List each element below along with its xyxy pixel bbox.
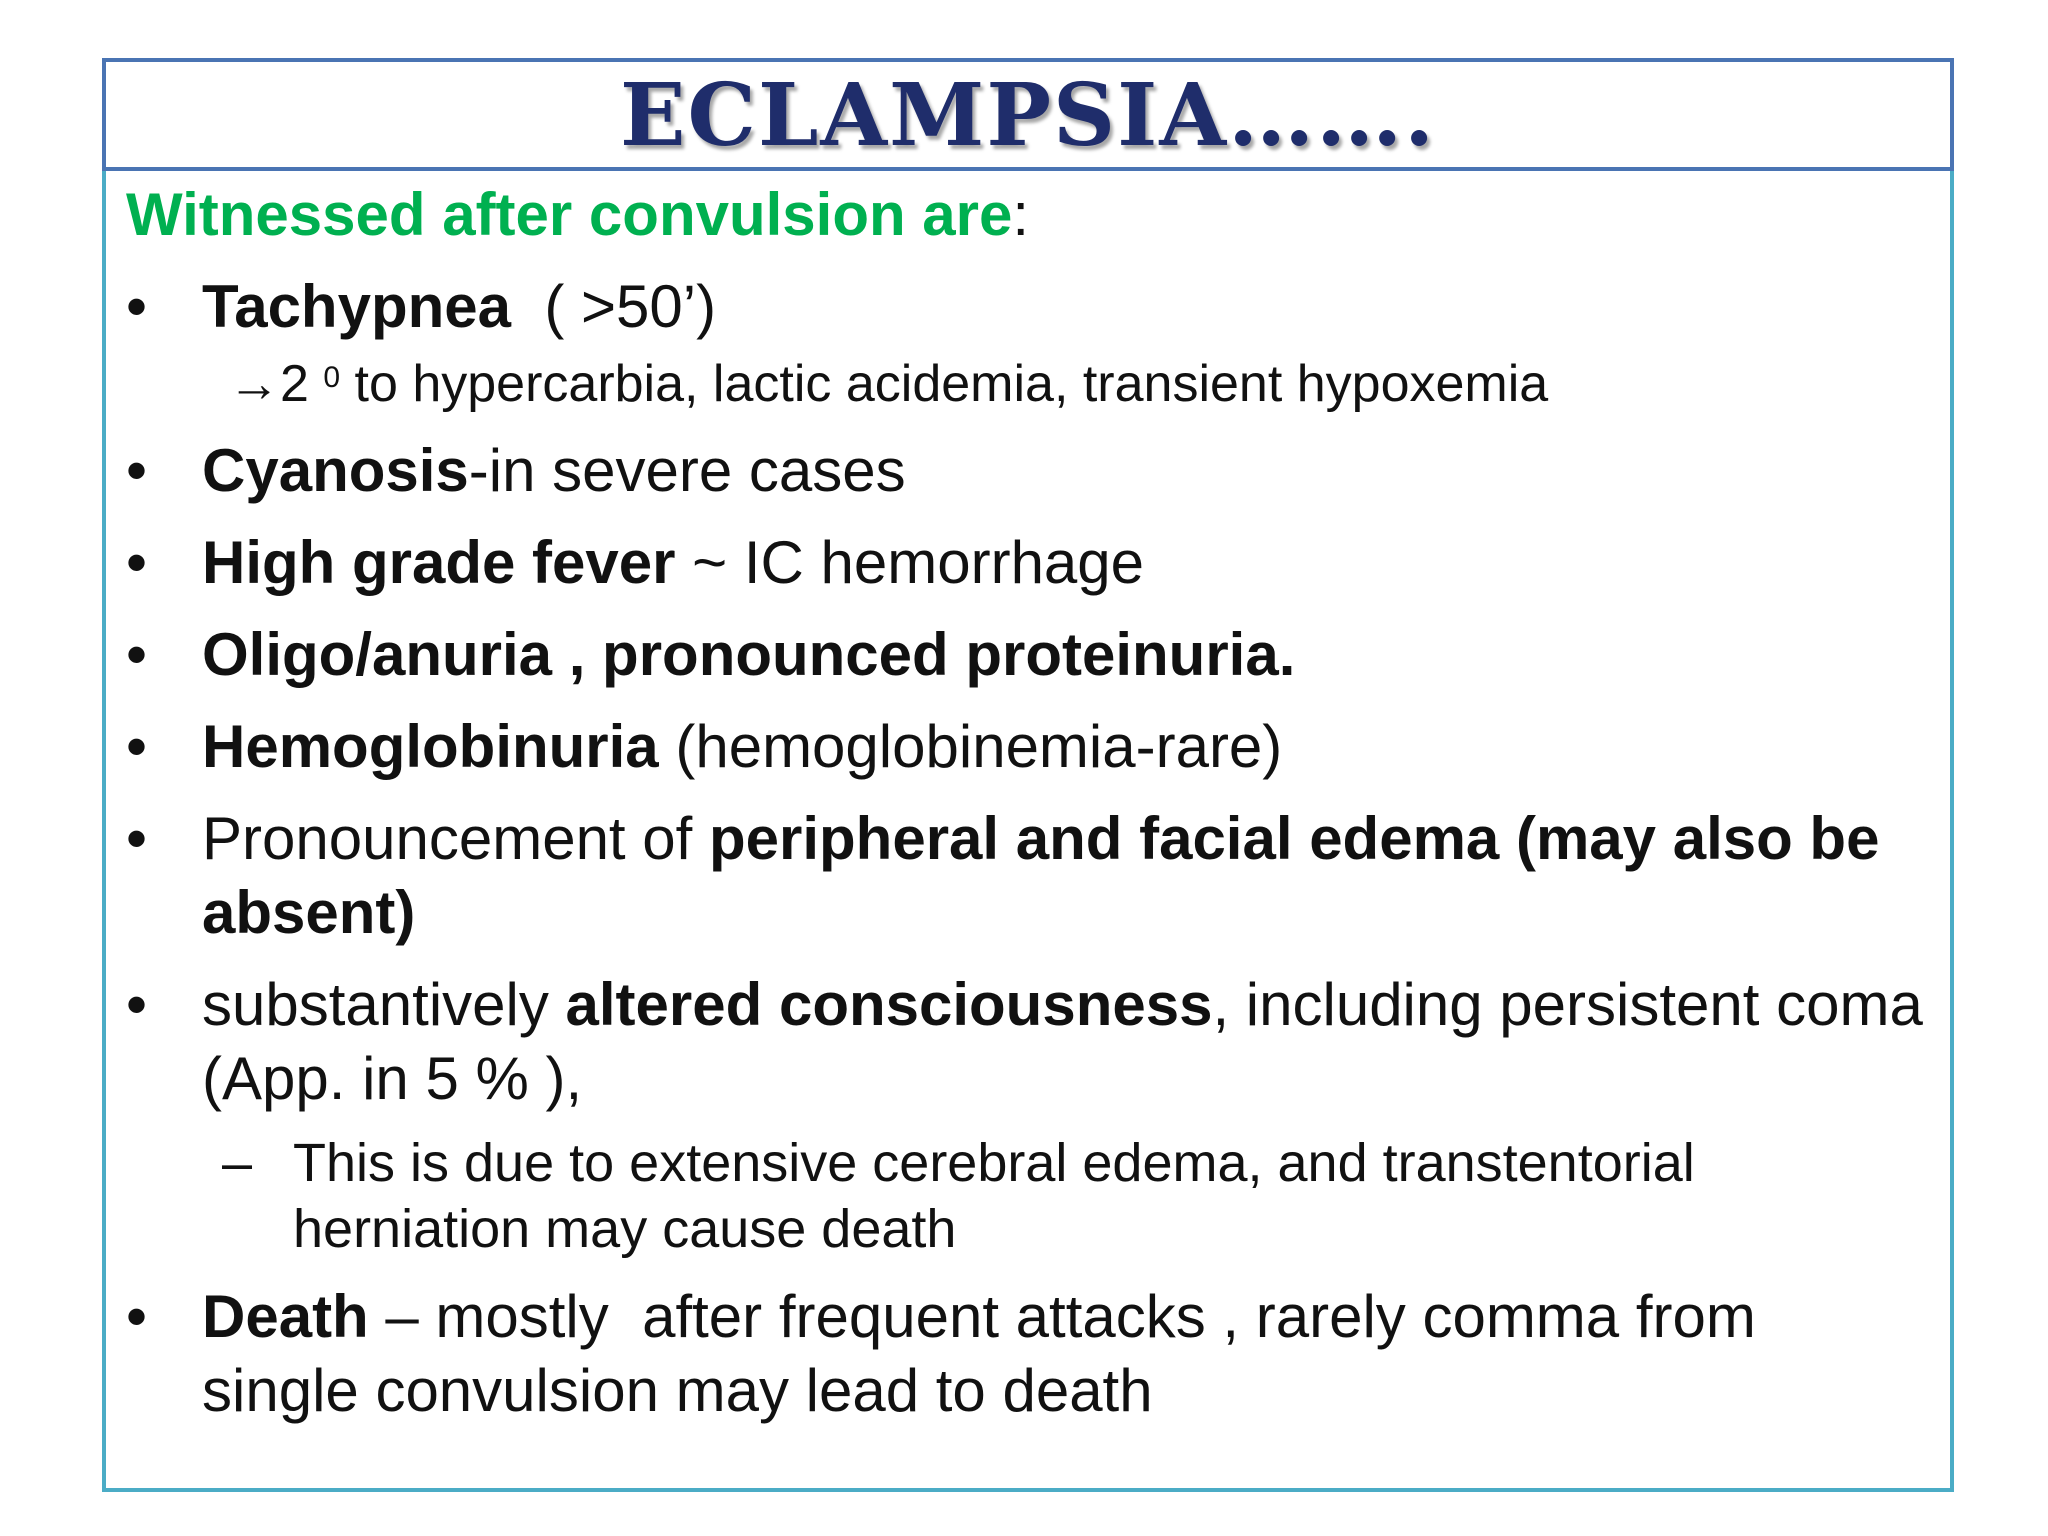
item-text: -in severe cases bbox=[468, 437, 906, 504]
item-bold: Tachypnea bbox=[202, 273, 511, 340]
list-item-hemoglobinuria bbox=[126, 710, 1934, 784]
item-text: – mostly after frequent attacks , rarely comma from single convulsion may lead to death bbox=[202, 1283, 1790, 1424]
item-pre: substantively bbox=[202, 971, 566, 1038]
sub-sup: 0 bbox=[323, 361, 341, 394]
sub-text: to hypercarbia, lactic acidemia, transient hypoxemia bbox=[340, 355, 1549, 413]
bullet-icon: • bbox=[126, 273, 148, 340]
list-item-death bbox=[126, 1280, 1934, 1428]
item-text: ~ IC hemorrhage bbox=[675, 529, 1145, 596]
title-box bbox=[102, 58, 1954, 171]
bullet-icon: • bbox=[126, 1283, 148, 1350]
intro-label: Witnessed after convulsion are bbox=[126, 181, 1013, 248]
item-bold: Death bbox=[202, 1283, 369, 1350]
item-text: (hemoglobinemia-rare) bbox=[658, 713, 1283, 780]
bullet-icon: • bbox=[126, 971, 148, 1038]
list-item-fever bbox=[126, 526, 1934, 600]
item-text: , including persistent coma (App. in 5 % ), bbox=[202, 971, 1923, 1112]
bullet-icon: • bbox=[126, 529, 148, 596]
item-text: ( >50’) bbox=[511, 273, 717, 340]
item-bold: altered consciousness bbox=[565, 971, 1213, 1038]
bullet-list bbox=[126, 270, 1934, 1428]
item-bold: High grade fever bbox=[202, 529, 676, 596]
bullet-icon: • bbox=[126, 437, 148, 504]
list-item-cyanosis bbox=[126, 434, 1934, 508]
item-bold: Hemoglobinuria bbox=[202, 713, 659, 780]
item-bold: Cyanosis bbox=[202, 437, 469, 504]
slide-content bbox=[126, 178, 1934, 1428]
sub-text: This is due to extensive cerebral edema, and transtentorial herniation may cause death bbox=[293, 1133, 1695, 1259]
dash-icon: – bbox=[222, 1133, 253, 1193]
item-bold: Oligo/anuria , pronounced proteinuria. bbox=[202, 621, 1296, 688]
item-pre: Pronouncement of bbox=[202, 805, 709, 872]
list-item-oligo-anuria bbox=[126, 618, 1934, 692]
sub-item-cerebral-edema bbox=[126, 1130, 1934, 1262]
item-bold: peripheral and facial edema (may also be absent) bbox=[202, 805, 1880, 946]
bullet-icon: • bbox=[126, 713, 148, 780]
bullet-icon: • bbox=[126, 621, 148, 688]
arrow-icon: → bbox=[228, 355, 280, 413]
sub-num: 2 bbox=[280, 355, 309, 413]
sub-item-hypercarbia bbox=[126, 352, 1934, 416]
list-item-tachypnea bbox=[126, 270, 1934, 344]
list-item-edema bbox=[126, 802, 1934, 950]
slide-title: ECLAMPSIA……. bbox=[619, 64, 1437, 166]
intro-colon: : bbox=[1012, 181, 1030, 248]
list-item-consciousness bbox=[126, 968, 1934, 1116]
bullet-icon: • bbox=[126, 805, 148, 872]
intro-line bbox=[126, 178, 1934, 252]
